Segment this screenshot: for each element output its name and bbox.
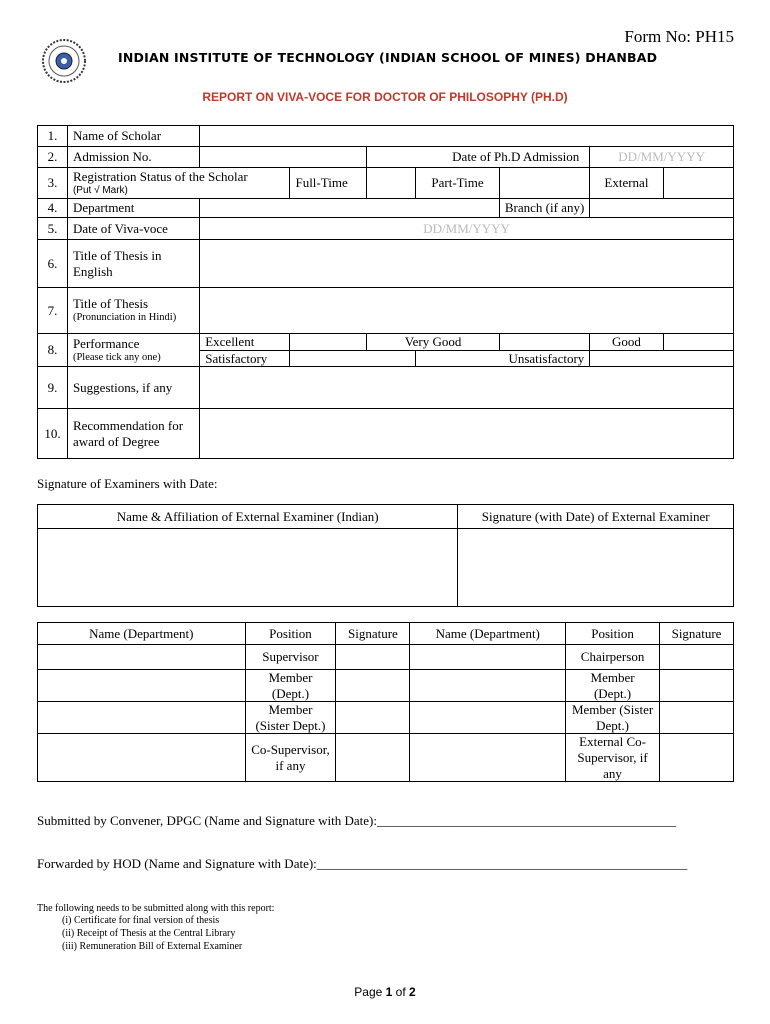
header-signature-left: Signature [336,623,410,645]
part-time-checkbox[interactable] [499,168,589,199]
thesis-title-english-field[interactable] [200,240,734,288]
attachment-item: (i) Certificate for final version of thesis [62,915,220,926]
thesis-title-hindi-field[interactable] [200,288,734,334]
row-number: 2. [38,147,68,168]
admission-no-field[interactable] [200,147,367,168]
performance-label: Performance [72,336,140,351]
good-checkbox[interactable] [663,334,733,351]
page-of: of [395,985,406,999]
member-sister-name-field[interactable] [38,702,246,734]
attachment-item: (ii) Receipt of Thesis at the Central Library [62,928,236,939]
registration-status-label: Registration Status of the Scholar [72,169,248,185]
co-supervisor-signature-left[interactable] [336,734,410,782]
very-good-checkbox[interactable] [499,334,589,351]
member-dept-position-left: Member (Dept.) [245,670,336,702]
co-supervisor-position-left: Co-Supervisor, if any [245,734,336,782]
attachments-intro: The following needs to be submitted along with this report: [37,903,275,914]
forwarded-by-line: Forwarded by HOD (Name and Signature with Date):_________________________________________________________ [37,856,688,871]
member-sister-signature-left[interactable] [336,702,410,734]
member-sister-name-field-right[interactable] [410,702,566,734]
member-sister-position-left: Member (Sister Dept.) [245,702,336,734]
page-total: 2 [409,985,416,999]
name-of-scholar-label: Name of Scholar [67,126,199,147]
satisfactory-checkbox[interactable] [290,350,367,367]
member-dept-name-field-right[interactable] [410,670,566,702]
excellent-label: Excellent [200,334,290,351]
institute-name: INDIAN INSTITUTE OF TECHNOLOGY (INDIAN SCHOOL OF MINES) DHANBAD [118,50,658,65]
full-time-checkbox[interactable] [367,168,416,199]
form-number: Form No: PH15 [624,27,734,46]
attachment-item: (iii) Remuneration Bill of External Examiner [62,941,243,952]
header-position-left: Position [245,623,336,645]
unsatisfactory-label: Unsatisfactory [416,350,590,367]
external-signature-header: Signature (with Date) of External Examiner [458,505,734,529]
external-examiner-table [37,504,734,607]
member-sister-position-right: Member (Sister Dept.) [566,702,660,734]
external-label: External [590,168,663,199]
admission-date-field[interactable]: DD/MM/YYYY [590,147,734,168]
excellent-checkbox[interactable] [290,334,367,351]
branch-label: Branch (if any) [499,199,589,218]
member-dept-position-right: Member (Dept.) [566,670,660,702]
chairperson-signature-field[interactable] [660,645,734,670]
name-of-scholar-field[interactable] [200,126,734,147]
external-signature-field[interactable] [458,529,734,607]
row-number: 5. [38,218,68,240]
department-field[interactable] [200,199,500,218]
department-label: Department [67,199,199,218]
external-co-supervisor-signature[interactable] [660,734,734,782]
external-co-supervisor-position: External Co-Supervisor, if any [566,734,660,782]
external-checkbox[interactable] [663,168,733,199]
internal-examiners-table [37,622,734,782]
satisfactory-label: Satisfactory [200,350,290,367]
row-number: 3. [38,168,68,199]
supervisor-signature-field[interactable] [336,645,410,670]
viva-date-field[interactable]: DD/MM/YYYY [200,218,734,240]
unsatisfactory-checkbox[interactable] [590,350,734,367]
recommendation-label: Recommendation for [72,418,184,434]
page-current: 1 [385,985,393,999]
member-dept-signature-right[interactable] [660,670,734,702]
row-number: 8. [38,334,68,367]
branch-field[interactable] [590,199,734,218]
thesis-title-hindi-label: Title of Thesis [72,296,149,312]
supervisor-name-field[interactable] [38,645,246,670]
thesis-title-english-label-2: English [72,263,113,279]
member-sister-signature-right[interactable] [660,702,734,734]
recommendation-field[interactable] [200,409,734,459]
external-name-header: Name & Affiliation of External Examiner (Indian) [38,505,458,529]
external-name-field[interactable] [38,529,458,607]
header-name-dept-right: Name (Department) [410,623,566,645]
very-good-label: Very Good [367,334,500,351]
registration-status-hint: (Put √ Mark) [72,184,128,196]
row-number: 6. [38,240,68,288]
submitted-by-line: Submitted by Convener, DPGC (Name and Signature with Date):______________________________________________ [37,813,676,828]
page-number [0,985,770,999]
thesis-title-hindi-hint: (Pronunciation in Hindi) [72,312,177,323]
suggestions-field[interactable] [200,367,734,409]
suggestions-label: Suggestions, if any [67,367,199,409]
header-signature-right: Signature [660,623,734,645]
header-name-dept-left: Name (Department) [38,623,246,645]
row-number: 4. [38,199,68,218]
admission-date-label: Date of Ph.D Admission [367,147,590,168]
chairperson-name-field[interactable] [410,645,566,670]
row-number: 9. [38,367,68,409]
chairperson-position: Chairperson [566,645,660,670]
report-title: REPORT ON VIVA-VOCE FOR DOCTOR OF PHILOSOPHY (PH.D) [202,90,568,104]
admission-no-label: Admission No. [67,147,199,168]
header-position-right: Position [566,623,660,645]
member-dept-signature-left[interactable] [336,670,410,702]
row-number: 7. [38,288,68,334]
supervisor-position: Supervisor [245,645,336,670]
institute-logo [41,38,87,84]
co-supervisor-name-field[interactable] [38,734,246,782]
page-label: Page [354,985,383,999]
performance-hint: (Please tick any one) [72,351,161,363]
thesis-title-english-label: Title of Thesis in [72,247,162,263]
part-time-label: Part-Time [416,168,500,199]
row-number: 10. [38,409,68,459]
full-time-label: Full-Time [290,168,367,199]
external-co-supervisor-name-field[interactable] [410,734,566,782]
good-label: Good [590,334,663,351]
scholar-details-table [37,125,734,459]
member-dept-name-field[interactable] [38,670,246,702]
row-number: 1. [38,126,68,147]
viva-date-label: Date of Viva-voce [67,218,199,240]
recommendation-label-2: award of Degree [72,433,160,449]
signature-heading: Signature of Examiners with Date: [37,476,218,491]
